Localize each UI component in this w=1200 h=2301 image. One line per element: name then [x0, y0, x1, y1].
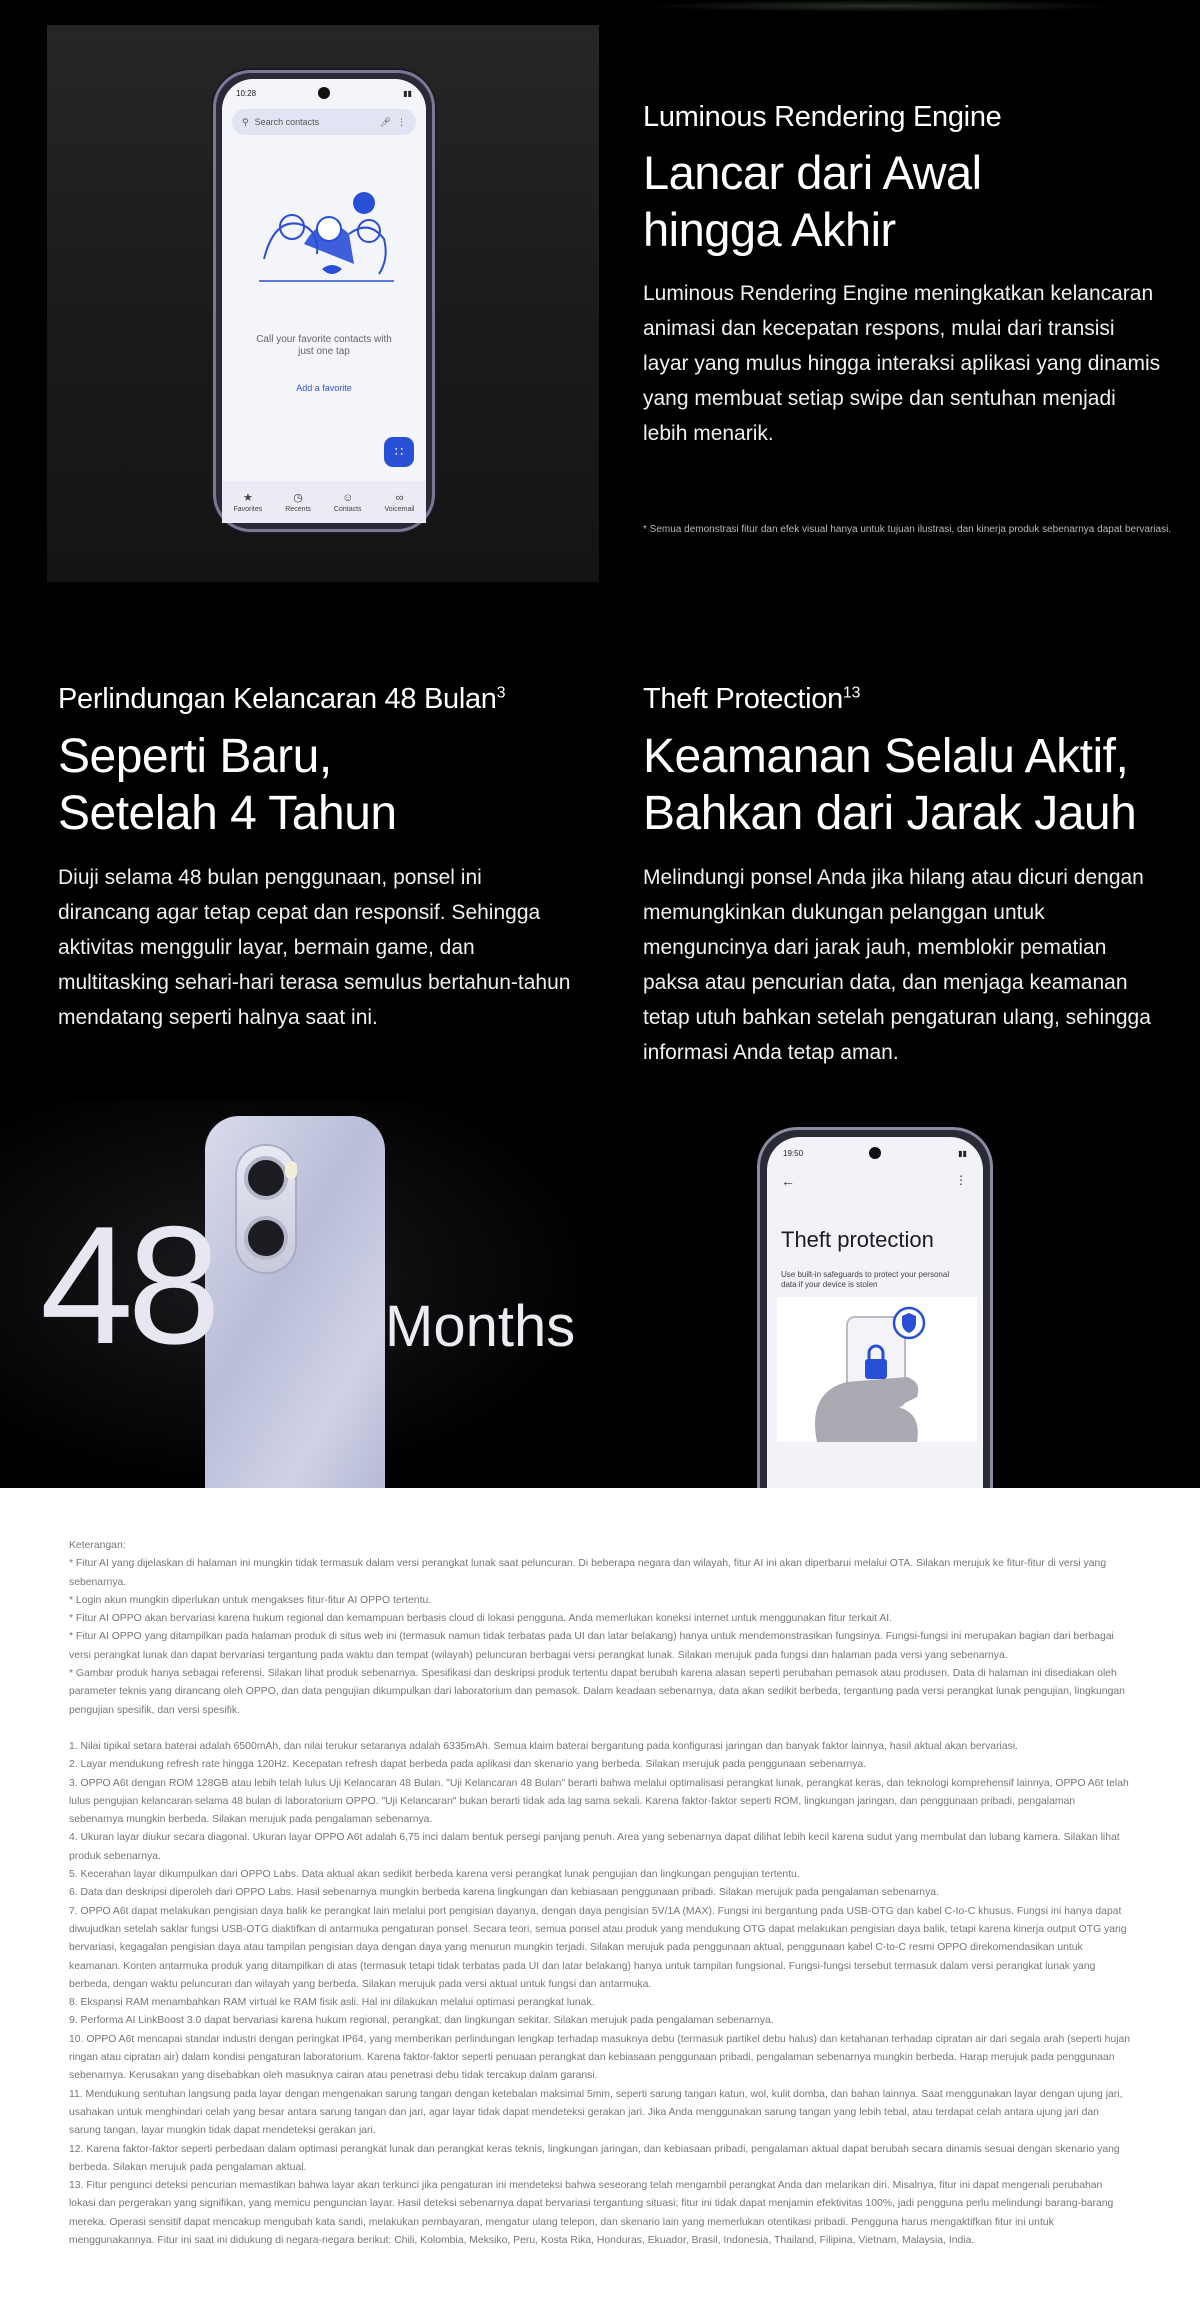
more-vert-icon[interactable]: ⋮ — [955, 1173, 967, 1187]
clock-icon: ◷ — [293, 492, 303, 504]
big-number: 48 — [40, 1191, 215, 1379]
footnote-item: 7. OPPO A6t dapat melakukan pengisian daya balik ke perangkat lain melalui port pengisian dayanya, dengan daya pengisian 5V/1A (MAX). Fungsi ini bergantung pada USB-OTG dan kabel C-to-C khusus. Fungsi ini hanya dapat diwujudkan setelah saklar fungsi USB-OTG diaktifkan di antarmuka pengaturan ponsel. Secara teori, semua ponsel atau produk yang mendukung OTG dapat melakukan pengisian daya balik, tetapi karena kinerja output OTG yang bervariasi, kegagalan pengisian daya atau tampilan pengisian daya dengan daya yang menurun mungkin terjadi. Silakan merujuk pada penggunaan aktual, penggunaan kabel C-to-C resmi OPPO direkomendasikan untuk keamanan. Konten antarmuka produk yang ditampilkan di atas (termasuk tetapi tidak terbatas pada UI dan latar belakang) hanya untuk tampilan fungsional. Fungsi-fungsi tersebut termasuk dalam versi perangkat lunak yang berbeda, dengan waktu peluncuran dan wilayah yang berbeda. Silakan merujuk pada versi aktual untuk fungsi dan antarmuka. — [69, 1905, 1127, 1990]
more-vert-icon[interactable]: ⋮ — [397, 116, 406, 127]
footnote-item: 9. Performa AI LinkBoost 3.0 dapat bervariasi karena hukum regional, perangkat, dan lingkungan sekitar. Silakan merujuk pada pengalaman sebenarnya. — [69, 2015, 774, 2027]
theft-eyebrow: Theft Protection$^{13}$ — [643, 683, 861, 715]
nav-favorites[interactable]: ★ Favorites — [233, 492, 263, 513]
contacts-search-bar[interactable] — [232, 109, 416, 135]
star-icon: ★ — [242, 492, 253, 504]
numbered-notes-list — [69, 1738, 1131, 2250]
search-placeholder: Search contacts — [254, 117, 320, 127]
footnote-item: 3. OPPO A6t dengan ROM 128GB atau lebih telah lulus Uji Kelancaran 48 Bulan. "Uji Kelancaran 48 Bulan" berarti bahwa melalui optimalisasi perangkat lunak, perangkat keras, dan teknologi komprehensif lainnya, OPPO A6t telah lulus pengujian kelancaran selama 48 bulan di laboratorium OPPO. "Uji Kelancaran" bukan berarti tidak ada lag sama sekali. Karena faktor-faktor seperti ROM, lingkungan jaringan, dan penggunaan pribadi, pengalaman sebenarnya mungkin berbeda. Silakan merujuk pada pengalaman sebenarnya. — [69, 1777, 1129, 1826]
footnote-item: 12. Karena faktor-faktor seperti perbedaan dalam optimasi perangkat lunak dan perangkat keras teknis, lingkungan jaringan, dan kebiasaan pribadi, pengalaman aktual dapat berubah secara dinamis sesuai dengan skenario yang berbeda. Silakan merujuk pada pengalaman aktual. — [69, 2143, 1120, 2173]
footnote-item: 11. Mendukung sentuhan langsung pada layar dengan mengenakan sarung tangan dengan ketebalan maksimal 5mm, seperti sarung tangan katun, wol, kulit domba, dan bahan lainnya. Saat menggunakan layar dengan ujung jari, usahakan untuk menghindari celah yang besar antara sarung tangan dan jari, agar layar tidak dapat mendeteksi gerakan jari. Jika Anda menggunakan sarung tangan yang lebih tebal, atau terdapat celah antara ujung jari dan sarung tangan, layar mungkin tidak dapat mendeteksi gerakan jari. — [69, 2088, 1123, 2137]
footnote-item: 2. Layar mendukung refresh rate hingga 120Hz. Kecepatan refresh dapat berbeda pada aplikasi dan skenario yang berbeda. Silakan merujuk pada penggunaan sebenarnya. — [69, 1759, 867, 1771]
theft-illustration-card — [777, 1297, 973, 1442]
footnote-item: 6. Data dan deskripsi diperoleh dari OPPO Labs. Hasil sebenarnya mungkin berbeda karena lingkungan dan kebiasaan penggunaan pribadi. Silakan merujuk pada pengalaman sebenarnya. — [69, 1887, 939, 1899]
section-headline — [643, 144, 1163, 258]
battery-icon: ▮▮ — [958, 1149, 967, 1158]
theft-screen-desc: Use built-in safeguards to protect your personal data if your device is stolen — [781, 1270, 950, 1289]
disclaimer-item: * Fitur AI yang dijelaskan di halaman ini mungkin tidak termasuk dalam versi perangkat lunak saat peluncuran. Di beberapa negara dan wilayah, fitur AI ini akan diperbarui melalui OTA. Silakan merujuk ke fitur-fitur di versi yang sebenarnya. — [69, 1558, 1107, 1588]
footnote-item: 13. Fitur pengunci deteksi pencurian memastikan bahwa layar akan terkunci jika pengaturan ini mendeteksi bahwa seseorang telah mengambil perangkat Anda dan melarikan diri. Misalnya, fitur ini dapat mengenali perubahan lokasi dan pergerakan yang signifikan, yang memicu penguncian layar. Hasil deteksi sebenarnya dapat bervariasi tergantung situasi; fitur ini tidak dapat menjamin efektivitas 100%, jadi pengguna perlu melindungi barang-barang mereka. Operasi sensitif dapat mencakup mengubah kata sandi, melakukan pembayaran, mengatur ulang telepon, dan skenario lain yang memerlukan otentikasi pribadi. Pengguna harus mengaktifkan fitur ini untuk menggunakannya. Fitur ini saat ini didukung di negara-negara berikut: Chili, Kolombia, Meksiko, Peru, Kosta Rika, Honduras, Ekuador, Brasil, Indonesia, Thailand, Filipina, Vietnam, Malaysia, India. — [69, 2180, 1114, 2246]
add-favorite-link[interactable]: Add a favorite — [296, 383, 352, 393]
theft-headline: Keamanan Selalu Aktif, Bahkan dari Jarak Jauh — [643, 730, 1137, 840]
headline-line-1: Lancar dari Awal — [643, 146, 982, 199]
section-body: Luminous Rendering Engine meningkatkan kelancaran animasi dan kecepatan respons, mulai dari transisi layar yang mulus hingga interaksi aplikasi yang dinamis yang membuat setiap swipe dan sentuhan menjadi lebih menarik. — [643, 282, 1161, 445]
disclaimer-item: * Fitur AI OPPO yang ditampilkan pada halaman produk di situs web ini (termasuk namun tidak terbatas pada UI dan latar belakang) hanya untuk mendemonstrasikan fungsinya. Fungsi-fungsi ini merupakan bagian dari berbagai versi perangkat lunak dan dapat bervariasi tergantung pada waktu dan tempat (wilayah) peluncuran berbagai versi perangkat lunak. Silakan merujuk pada fungsi dan halaman pada versi yang sebenarnya. — [69, 1631, 1114, 1661]
camera-lens — [244, 1156, 288, 1200]
people-icon: ☺ — [342, 491, 354, 504]
section-eyebrow: Luminous Rendering Engine — [643, 101, 1002, 133]
footnotes-section — [0, 1488, 1200, 2301]
theft-protection-text — [643, 682, 1163, 1070]
disclaimer-item: * Gambar produk hanya sebagai referensi. Silakan lihat produk sebenarnya. Spesifikasi dan deskripsi produk tertentu dapat berubah karena alasan seperti perubahan pemasok atau produsen. Data di halaman ini disediakan oleh parameter teknis yang dirancang oleh OPPO, dan data pengujian dikumpulkan dari laboratorium dan pemasok. Dalam keadaan sebenarnya, data akan sedikit berbeda, tergantung pada versi perangkat lunak pengujian, lingkungan pengujian spesifik, dan versi spesifik. — [69, 1668, 1125, 1716]
battery-icon: ▮▮ — [403, 89, 412, 98]
phone-screen — [767, 1137, 983, 1507]
illustration-disclaimer: * Semua demonstrasi fitur dan efek visual hanya untuk tujuan ilustrasi, dan kinerja produk sebenarnya dapat bervariasi. — [643, 524, 1172, 535]
voicemail-icon: ∞ — [395, 491, 404, 504]
camera-flash — [285, 1161, 297, 1179]
nav-contacts[interactable]: ☺ Contacts — [333, 491, 362, 513]
footnote-item: 4. Ukuran layar diukur secara diagonal. Ukuran layar OPPO A6t adalah 6,75 inci dalam bentuk persegi panjang penuh. Area yang sebenarnya dapat dilihat lebih kecil karena sudut yang membulat dan lubang kamera. Silakan lihat produk sebenarnya. — [69, 1832, 1120, 1862]
longevity-text — [58, 682, 578, 1035]
longevity-body: Diuji selama 48 bulan penggunaan, ponsel ini dirancang agar tetap cepat dan responsif. Sehingga aktivitas menggulir layar, bermain game, dan multitasking sehari-hari terasa semulus bertahun-tahun mendatang seperti halnya saat ini. — [58, 866, 571, 1029]
phone-contacts-mockup — [213, 70, 435, 532]
longevity-headline: Seperti Baru, Setelah 4 Tahun — [58, 730, 397, 840]
empty-favorites-message: Call your favorite contacts with just one tap — [256, 334, 392, 357]
theft-protection-image — [600, 1100, 1200, 1488]
back-arrow-icon[interactable]: ← — [781, 1173, 795, 1189]
camera-lens — [244, 1216, 288, 1260]
theft-screen-title: Theft protection — [781, 1227, 934, 1252]
footnotes-content — [69, 1537, 1131, 2250]
footnote-item: 8. Ekspansi RAM menambahkan RAM virtual ke RAM fisik asli. Hal ini dilakukan melalui optimasi perangkat lunak. — [69, 1997, 595, 2009]
footnote-item: 10. OPPO A6t mencapai standar industri dengan peringkat IP64, yang memberikan perlindungan lengkap terhadap masuknya debu (termasuk partikel debu halus) dan ketahanan terhadap cipratan air dari segala arah (seperti hujan ringan atau cipratan air) dalam kondisi pengaturan laboratorium. Karena faktor-faktor seperti penuaan perangkat dan kebiasaan penggunaan pribadi, pengalaman sebenarnya mungkin berbeda. Harap merujuk pada penggunaan sebenarnya. Kerusakan yang disebabkan oleh masuknya cairan atau penetrasi debu tidak tercakup dalam garansi. — [69, 2033, 1131, 2082]
bottom-navigation — [222, 481, 426, 523]
footnote-item: 5. Kecerahan layar dikumpulkan dari OPPO Labs. Data aktual akan sedikit berbeda karena versi perangkat lunak pengujian dan lingkungan pengujian tertentu. — [69, 1869, 800, 1881]
footnote-item: 1. Nilai tipikal setara baterai adalah 6500mAh, dan nilai terukur setaranya adalah 6335mAh. Semua klaim baterai bergantung pada konfigurasi jaringan dan banyak faktor lainnya, hasil aktual akan bervariasi. — [69, 1740, 1019, 1752]
phone-back-render — [205, 1116, 385, 1536]
people-illustration — [244, 189, 409, 289]
top-glow — [640, 0, 1120, 12]
footnotes-heading: Keterangan: — [69, 1540, 126, 1551]
luminous-engine-image — [47, 25, 599, 582]
theft-body: Melindungi ponsel Anda jika hilang atau dicuri dengan memungkinkan dukungan pelanggan untuk menguncinya dari jarak jauh, memblokir pematian paksa atau pencurian data, dan menjaga keamanan tetap utuh bahkan setelah pengaturan ulang, sehingga informasi Anda tetap aman. — [643, 866, 1151, 1064]
nav-voicemail[interactable]: ∞ Voicemail — [384, 491, 415, 513]
footnote-ref[interactable]: 3 — [496, 684, 506, 702]
mic-icon[interactable]: 🎤︎ — [379, 116, 391, 127]
disclaimer-list — [69, 1555, 1131, 1720]
dialpad-icon: ∷ — [394, 444, 404, 459]
phone-theft-mockup — [757, 1127, 993, 1507]
status-time: 10:28 — [236, 89, 257, 98]
search-icon: ⚲ — [242, 116, 249, 127]
48-months-image — [0, 1100, 600, 1488]
front-camera — [869, 1147, 881, 1159]
disclaimer-item: * Login akun mungkin diperlukan untuk mengakses fitur-fitur AI OPPO tertentu. — [69, 1594, 432, 1606]
phone-screen — [222, 79, 426, 523]
big-unit: Months — [385, 1294, 576, 1359]
longevity-eyebrow: Perlindungan Kelancaran 48 Bulan$^3$ — [58, 683, 506, 715]
luminous-engine-text — [643, 100, 1163, 451]
headline-line-2: hingga Akhir — [643, 203, 896, 256]
front-camera — [318, 87, 330, 99]
status-time: 19:50 — [783, 1149, 804, 1158]
dialpad-button[interactable] — [384, 437, 414, 467]
nav-recents[interactable]: ◷ Recents — [285, 492, 311, 513]
disclaimer-item: * Fitur AI OPPO akan bervariasi karena hukum regional dan kemampuan berbasis cloud di lokasi pengguna. Anda memerlukan koneksi internet untuk menggunakan fitur terkait AI. — [69, 1613, 893, 1625]
hand-holding-phone-illustration — [777, 1297, 977, 1442]
footnote-ref[interactable]: 13 — [842, 684, 861, 702]
